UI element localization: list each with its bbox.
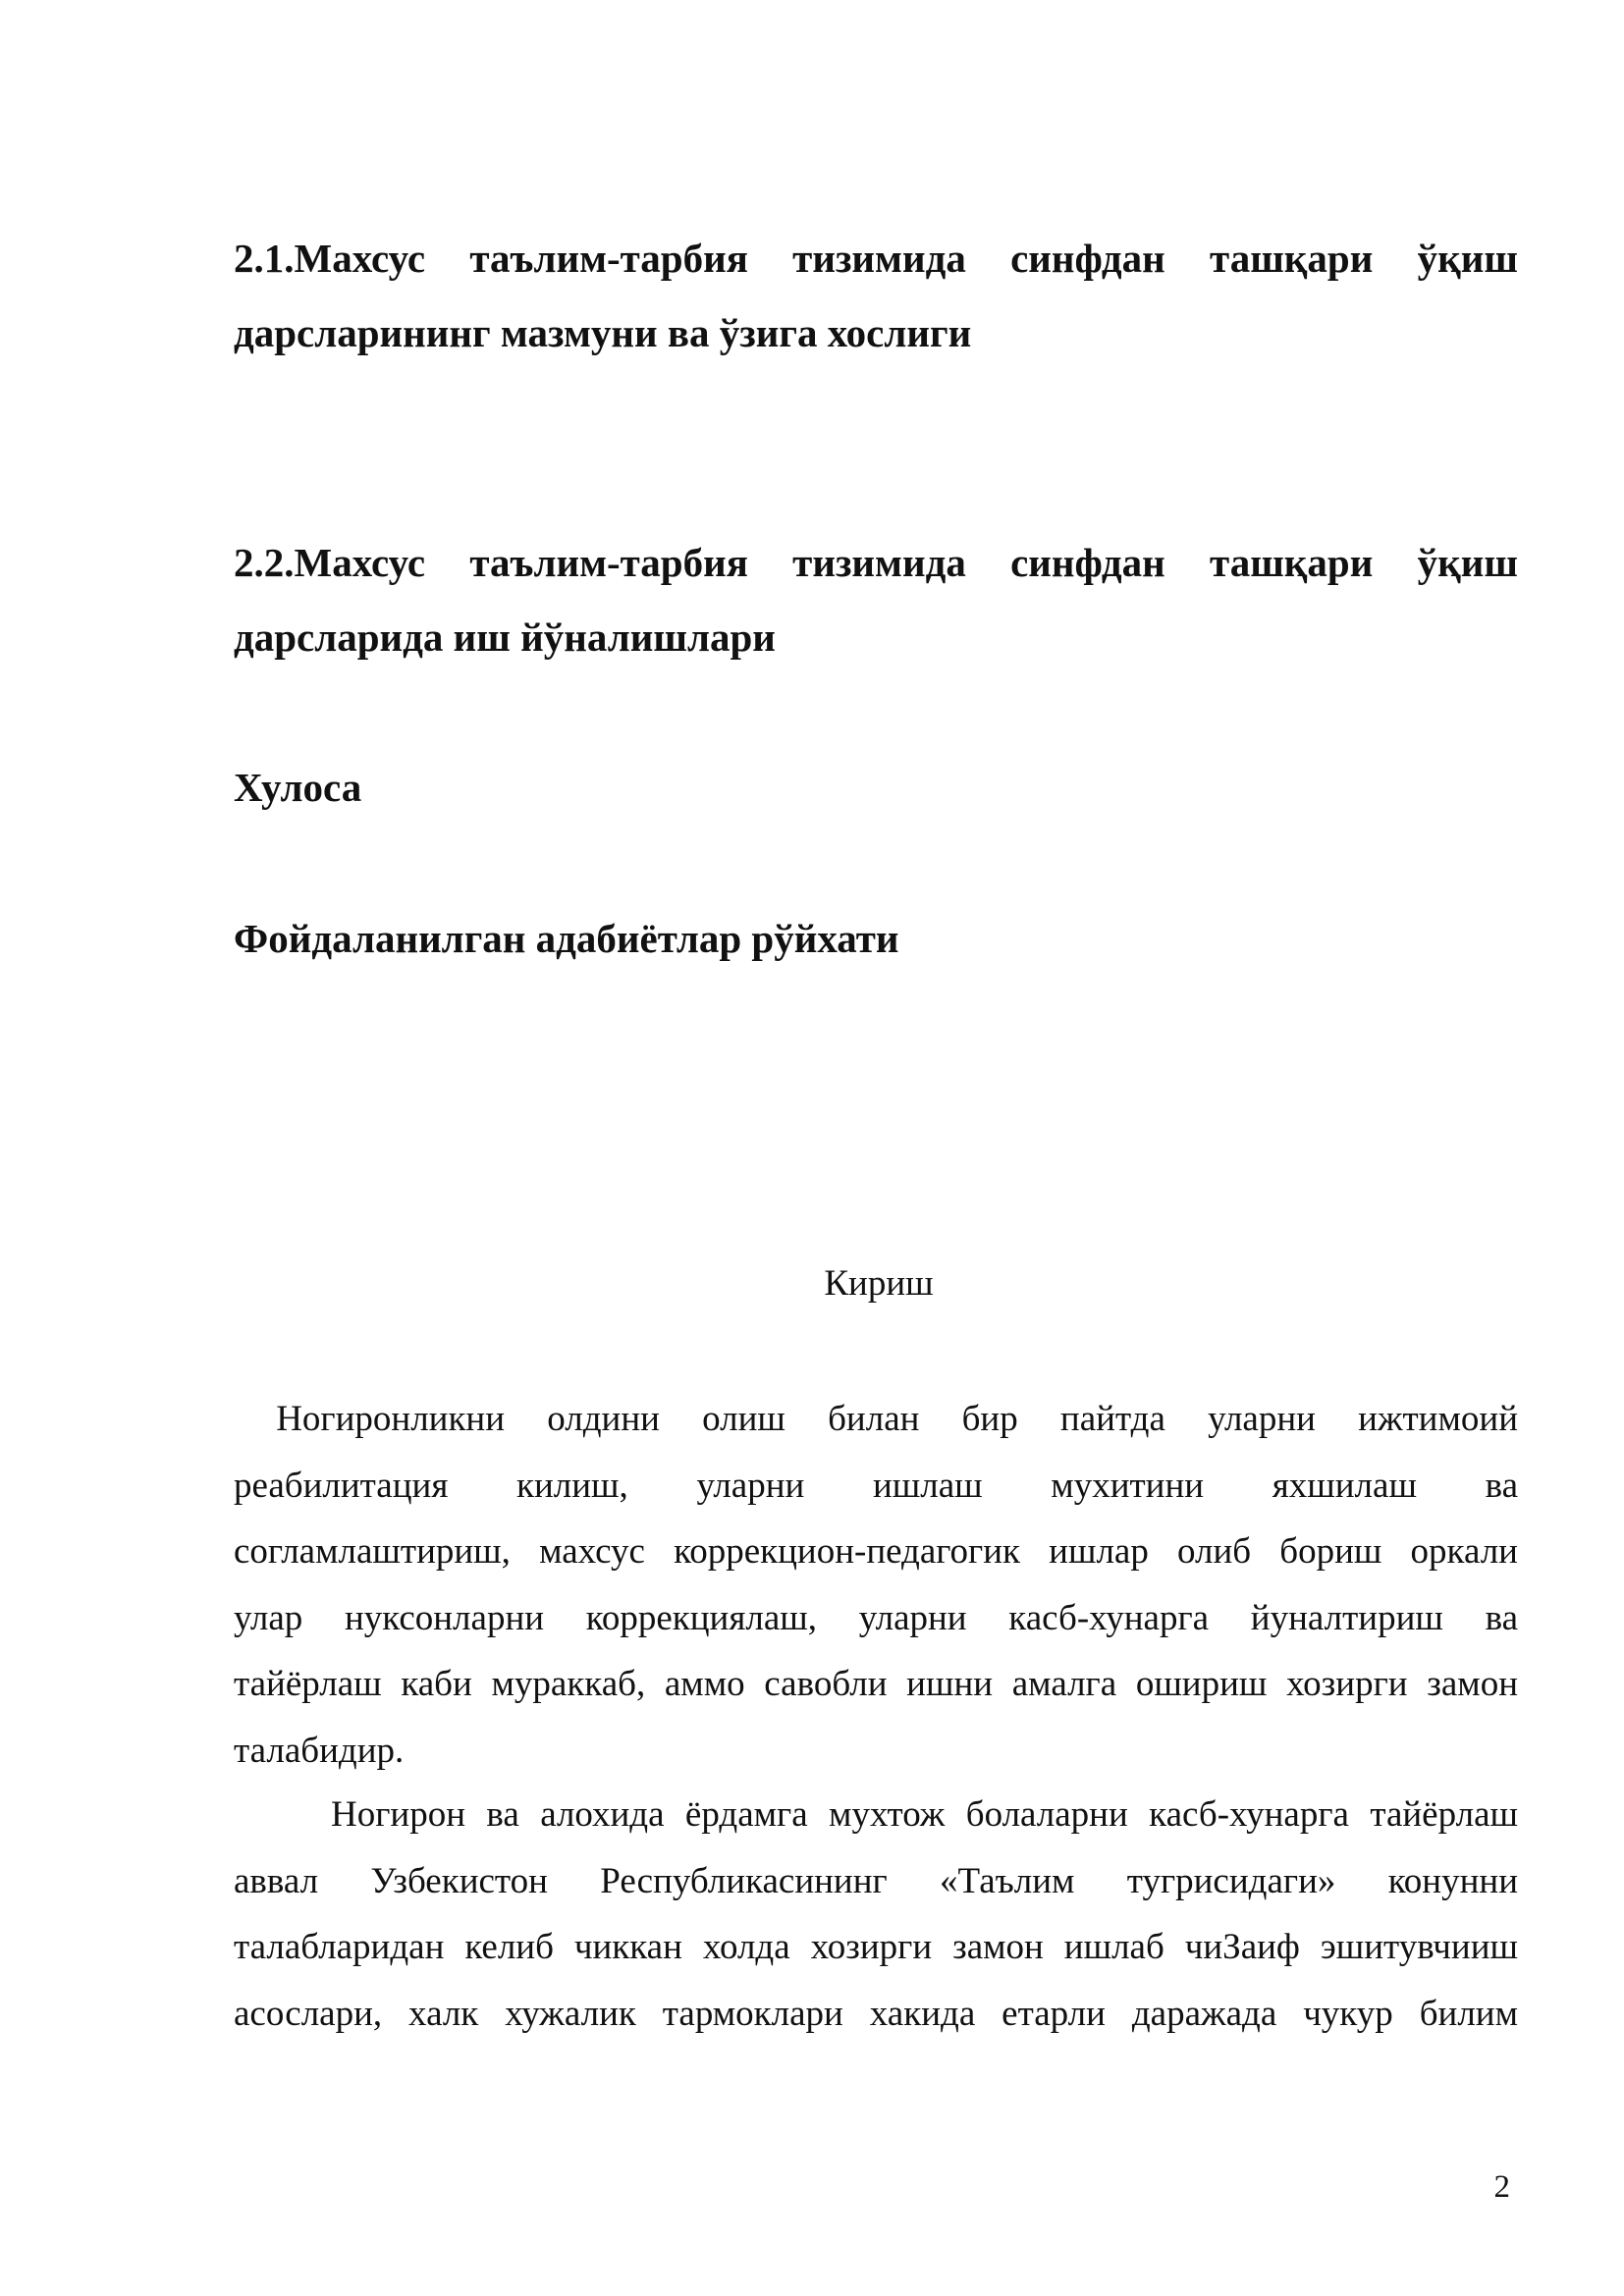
paragraph-line: талабидир.	[234, 1730, 405, 1771]
paragraph-line: Ногиронликни олдини олиш билан бир пайтда уларни ижтимоий	[234, 1399, 1518, 1439]
intro-paragraph-2	[234, 1782, 1518, 2047]
heading-section-2-2	[234, 525, 1518, 674]
heading-line: дарсларининг мазмуни ва ўзига хослиги	[234, 310, 972, 355]
heading-line: 2.2.Махсус таълим-тарбия тизимида синфдан ташқари ўқиш	[234, 540, 1518, 585]
paragraph-line: Ногирон ва алохида ёрдамга мухтож болаларни касб-хунарга тайёрлаш	[331, 1794, 1518, 1835]
heading-references: Фойдаланилган адабиётлар рўйхати	[234, 916, 899, 961]
intro-paragraph-1	[234, 1386, 1518, 1784]
paragraph-line: улар нуксонларни коррекциялаш, уларни касб-хунарга йуналтириш ва	[234, 1597, 1518, 1638]
heading-section-2-1	[234, 221, 1518, 370]
paragraph-line: реабилитация килиш, уларни ишлаш мухитини яхшилаш ва	[234, 1465, 1518, 1506]
intro-title: Кириш	[824, 1263, 934, 1304]
paragraph-line: асослари, халк хужалик тармоклари хакида етарли даражада чукур билим	[234, 1993, 1518, 2034]
heading-line: дарсларида иш йўналишлари	[234, 614, 776, 660]
page-number: 2	[1493, 2169, 1510, 2205]
paragraph-line: талабларидан келиб чиккан холда хозирги замон ишлаб чиЗаиф эшитувчииш	[234, 1927, 1518, 1967]
heading-conclusion: Хулоса	[234, 765, 362, 810]
paragraph-line: согламлаштириш, махсус коррекцион-педагогик ишлар олиб бориш оркали	[234, 1531, 1518, 1572]
paragraph-line: тайёрлаш каби мураккаб, аммо савобли ишни амалга ошириш хозирги замон	[234, 1664, 1518, 1704]
heading-line: 2.1.Махсус таълим-тарбия тизимида синфдан ташқари ўқиш	[234, 236, 1518, 281]
paragraph-line: аввал Узбекистон Республикасининг «Таълим тугрисидаги» конунни	[234, 1860, 1518, 1901]
